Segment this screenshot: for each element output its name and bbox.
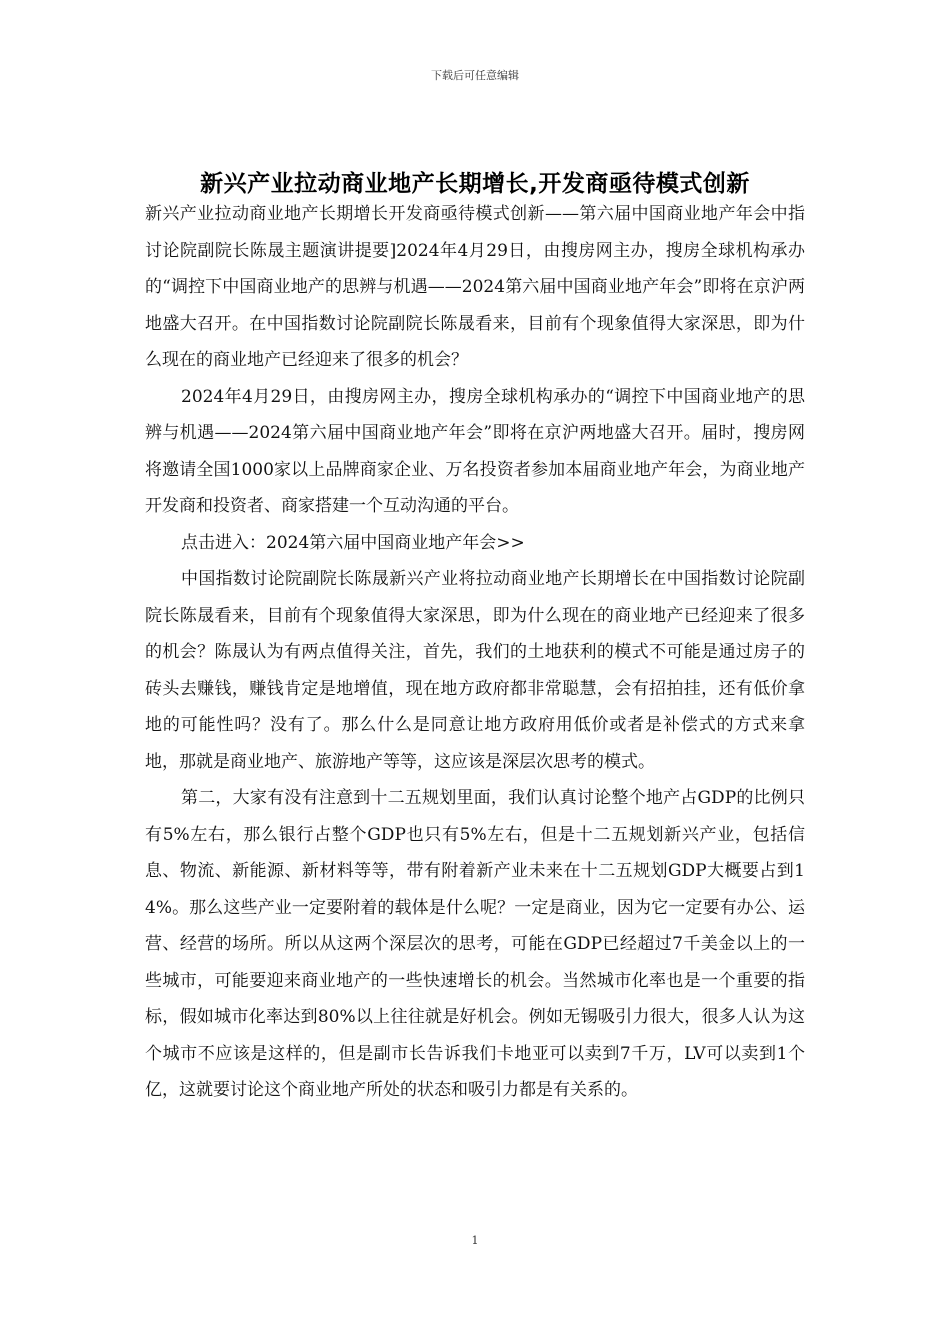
page-number: 1 <box>471 1234 479 1247</box>
document-title: 新兴产业拉动商业地产长期增长,开发商亟待模式创新 <box>200 171 750 198</box>
header-note: 下载后可任意编辑 <box>431 69 519 82</box>
paragraph-intro: 新兴产业拉动商业地产长期增长开发商亟待模式创新——第六届中国商业地产年会中指讨论院副院长陈晟主题演讲提要]2024年4月29日，由搜房网主办，搜房全球机构承办的“调控下中国商业地产的思辨与机遇——2024第六届中国商业地产年会”即将在京沪两地盛大召开。在中国指数讨论院副院长陈晟看来，目前有个现象值得大家深思，即为什么现在的商业地产已经迎来了很多的机会？ <box>145 204 805 370</box>
paragraph-event-announcement: 2024年4月29日，由搜房网主办，搜房全球机构承办的“调控下中国商业地产的思辨与机遇——2024第六届中国商业地产年会”即将在京沪两地盛大召开。届时，搜房网将邀请全国1000家以上品牌商家企业、万名投资者参加本届商业地产年会，为商业地产开发商和投资者、商家搭建一个互动沟通的平台。 <box>145 386 805 516</box>
paragraph-second-point: 第二，大家有没有注意到十二五规划里面，我们认真讨论整个地产占GDP的比例只有5%左右，那么银行占整个GDP也只有5%左右，但是十二五规划新兴产业，包括信息、物流、新能源、新材料等等，带有附着新产业未来在十二五规划GDP大概要占到14%。那么这些产业一定要附着的载体是什么呢？一定是商业，因为它一定要有办公、运营、经营的场所。所以从这两个深层次的思考，可能在GDP已经超过7千美金以上的一些城市，可能要迎来商业地产的一些快速增长的机会。当然城市化率也是一个重要的指标，假如城市化率达到80%以上往往就是好机会。例如无锡吸引力很大，很多人认为这个城市不应该是这样的，但是副市长告诉我们卡地亚可以卖到7千万，LV可以卖到1个亿，这就要讨论这个商业地产所处的状态和吸引力都是有关系的。 <box>145 788 805 1100</box>
document-body <box>145 196 805 1109</box>
paragraph-first-point: 中国指数讨论院副院长陈晟新兴产业将拉动商业地产长期增长在中国指数讨论院副院长陈晟看来，目前有个现象值得大家深思，即为什么现在的商业地产已经迎来了很多的机会？陈晟认为有两点值得关注，首先，我们的土地获利的模式不可能是通过房子的砖头去赚钱，赚钱肯定是地增值，现在地方政府都非常聪慧，会有招拍挂，还有低价拿地的可能性吗？没有了。那么什么是同意让地方政府用低价或者是补偿式的方式来拿地，那就是商业地产、旅游地产等等，这应该是深层次思考的模式。 <box>145 569 805 772</box>
paragraph-link[interactable]: 点击进入：2024第六届中国商业地产年会>> <box>181 532 525 553</box>
